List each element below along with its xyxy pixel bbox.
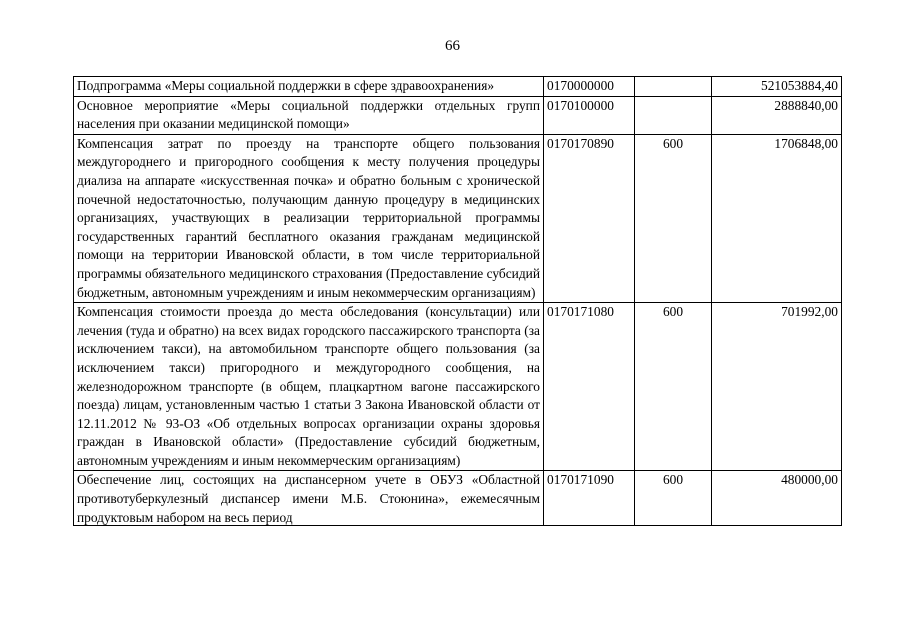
row-description: Основное мероприятие «Меры социальной поддержки отдельных групп населения при оказании медицинской помощи»: [74, 96, 544, 134]
row-target-code: 0170171080: [544, 303, 635, 471]
row-target-code: 0170171090: [544, 471, 635, 526]
row-amount: 1706848,00: [712, 134, 842, 302]
row-expense-type: 600: [635, 471, 712, 526]
row-amount: 521053884,40: [712, 77, 842, 97]
row-expense-type: 600: [635, 134, 712, 302]
row-description: Компенсация затрат по проезду на транспорте общего пользования междугороднего и пригородного сообщения к месту получения процедуры диализа на аппарате «искусственная почка» и обратно больным с хронической почечной недостаточностью, получающим данную процедуру в медицинских организациях, участвующих в реализации территориальной программы государственных гарантий бесплатного оказания гражданам медицинской помощи на территории Ивановской области, в том числе территориальной программы обязательного медицинского страхования (Предоставление субсидий бюджетным, автономным учреждениям и иным некоммерческим организациям): [74, 134, 544, 302]
row-amount: 701992,00: [712, 303, 842, 471]
row-description: Подпрограмма «Меры социальной поддержки в сфере здравоохранения»: [74, 77, 544, 97]
row-amount: 2888840,00: [712, 96, 842, 134]
row-expense-type: [635, 96, 712, 134]
table-row: [74, 471, 842, 526]
row-amount: 480000,00: [712, 471, 842, 526]
row-expense-type: 600: [635, 303, 712, 471]
page-number: 66: [445, 38, 460, 54]
row-description-text: Обеспечение лиц, состоящих на диспансерном учете в ОБУЗ «Областной противотуберкулезный диспансер имени М.Б. Стоюнина», ежемесячным продуктовым набором на весь период: [77, 472, 540, 525]
row-target-code: 0170000000: [544, 77, 635, 97]
budget-table: [73, 76, 842, 526]
row-target-code: 0170170890: [544, 134, 635, 302]
row-description: Компенсация стоимости проезда до места обследования (консультации) или лечения (туда и обратно) на всех видах городского пассажирского транспорта (за исключением такси), на автомобильном транспорте общего пользования (за исключением такси) пригородного и междугородного сообщения, на железнодорожном транспорте (в общем, плацкартном вагоне пассажирского поезда) лицам, установленным частью 1 статьи 3 Закона Ивановской области от 12.11.2012 № 93-ОЗ «Об отдельных вопросах организации охраны здоровья граждан в Ивановской области» (Предоставление субсидий бюджетным, автономным учреждениям и иным некоммерческим организациям): [74, 303, 544, 471]
table-row: [74, 77, 842, 97]
table-row: [74, 96, 842, 134]
row-target-code: 0170100000: [544, 96, 635, 134]
table-row: [74, 303, 842, 471]
table-row: [74, 134, 842, 302]
row-description: [74, 471, 544, 526]
row-expense-type: [635, 77, 712, 97]
